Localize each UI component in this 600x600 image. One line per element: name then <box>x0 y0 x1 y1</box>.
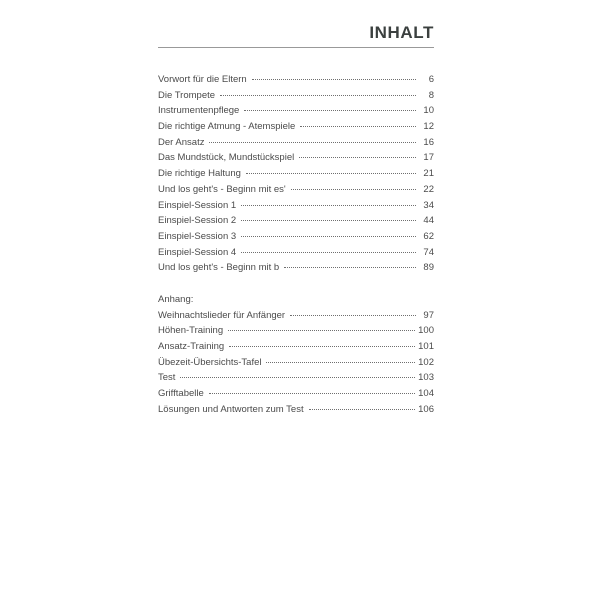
toc-entry-page: 106 <box>418 403 434 415</box>
toc-entry-page: 8 <box>428 89 434 101</box>
toc-entry-page: 12 <box>423 121 434 133</box>
toc-entry-page: 100 <box>418 325 434 337</box>
toc-entry-label: Und los geht's - Beginn mit b <box>158 262 280 274</box>
toc-entry <box>158 308 434 324</box>
dotted-leader <box>180 377 415 378</box>
toc-entry-label: Der Ansatz <box>158 136 205 148</box>
toc-entry <box>158 119 434 135</box>
toc-header <box>158 24 434 48</box>
toc-entry <box>158 339 434 355</box>
dotted-leader <box>284 267 416 268</box>
toc-entry-page: 21 <box>423 168 434 180</box>
toc-entry-page: 17 <box>423 152 434 164</box>
toc-entry <box>158 182 434 198</box>
toc-entry-label: Grifftabelle <box>158 388 204 400</box>
dotted-leader <box>300 126 416 127</box>
toc-entry <box>158 135 434 151</box>
toc-entry-label: Die richtige Haltung <box>158 168 241 180</box>
dotted-leader <box>241 236 416 237</box>
toc-entry <box>158 260 434 276</box>
toc-entry <box>158 355 434 371</box>
dotted-leader <box>291 189 416 190</box>
toc-section <box>158 72 434 276</box>
dotted-leader <box>241 220 416 221</box>
toc-entry-label: Einspiel-Session 1 <box>158 199 237 211</box>
toc-content <box>158 0 434 417</box>
toc-entry <box>158 323 434 339</box>
toc-entry-label: Die richtige Atmung - Atemspiele <box>158 121 296 133</box>
toc-entry-label: Das Mundstück, Mundstückspiel <box>158 152 295 164</box>
toc-entry-label: Vorwort für die Eltern <box>158 74 247 85</box>
toc-entry-page: 89 <box>423 262 434 274</box>
toc-entry <box>158 198 434 214</box>
toc-sections <box>158 72 434 417</box>
page-title: INHALT <box>369 23 434 42</box>
toc-entry-label: Instrumentenpflege <box>158 105 240 117</box>
section-entries <box>158 308 434 418</box>
toc-entry-page: 6 <box>428 74 434 85</box>
toc-entry <box>158 229 434 245</box>
toc-entry <box>158 370 434 386</box>
toc-entry-label: Höhen-Training <box>158 325 224 337</box>
dotted-leader <box>229 346 415 347</box>
toc-entry-page: 104 <box>418 388 434 400</box>
toc-entry <box>158 88 434 104</box>
toc-entry <box>158 150 434 166</box>
toc-section <box>158 292 434 418</box>
toc-entry <box>158 72 434 88</box>
toc-entry-page: 103 <box>418 372 434 384</box>
dotted-leader <box>209 142 416 143</box>
dotted-leader <box>252 79 416 80</box>
dotted-leader <box>246 173 416 174</box>
toc-entry-label: Lösungen und Antworten zum Test <box>158 403 304 415</box>
section-entries <box>158 72 434 276</box>
dotted-leader <box>220 95 416 96</box>
toc-entry <box>158 103 434 119</box>
toc-entry-page: 22 <box>423 183 434 195</box>
toc-entry-label: Die Trompete <box>158 89 216 101</box>
toc-entry <box>158 402 434 418</box>
dotted-leader <box>241 252 416 253</box>
toc-entry-page: 74 <box>423 246 434 258</box>
toc-entry-label: Und los geht's - Beginn mit es' <box>158 183 286 195</box>
dotted-leader <box>290 315 416 316</box>
toc-entry-page: 102 <box>418 356 434 368</box>
toc-entry-page: 34 <box>423 199 434 211</box>
toc-entry-page: 101 <box>418 341 434 353</box>
toc-entry <box>158 386 434 402</box>
toc-entry-label: Test <box>158 372 176 384</box>
toc-entry <box>158 166 434 182</box>
dotted-leader <box>309 409 416 410</box>
toc-entry-page: 97 <box>423 309 434 321</box>
toc-entry-page: 10 <box>423 105 434 117</box>
title-divider <box>158 47 434 48</box>
toc-entry <box>158 245 434 261</box>
toc-entry-page: 16 <box>423 136 434 148</box>
dotted-leader <box>244 110 416 111</box>
dotted-leader <box>299 157 416 158</box>
toc-entry-label: Weihnachtslieder für Anfänger <box>158 309 286 321</box>
toc-entry-page: 62 <box>423 230 434 242</box>
dotted-leader <box>241 205 416 206</box>
toc-entry-label: Einspiel-Session 3 <box>158 230 237 242</box>
dotted-leader <box>209 393 415 394</box>
toc-entry <box>158 213 434 229</box>
toc-entry-label: Einspiel-Session 4 <box>158 246 237 258</box>
toc-entry-label: Ansatz-Training <box>158 341 225 353</box>
toc-entry-label: Einspiel-Session 2 <box>158 215 237 227</box>
toc-entry-label: Übezeit-Übersichts-Tafel <box>158 356 262 368</box>
toc-entry-page: 44 <box>423 215 434 227</box>
dotted-leader <box>228 330 415 331</box>
section-heading: Anhang: <box>158 293 194 305</box>
dotted-leader <box>266 362 415 363</box>
